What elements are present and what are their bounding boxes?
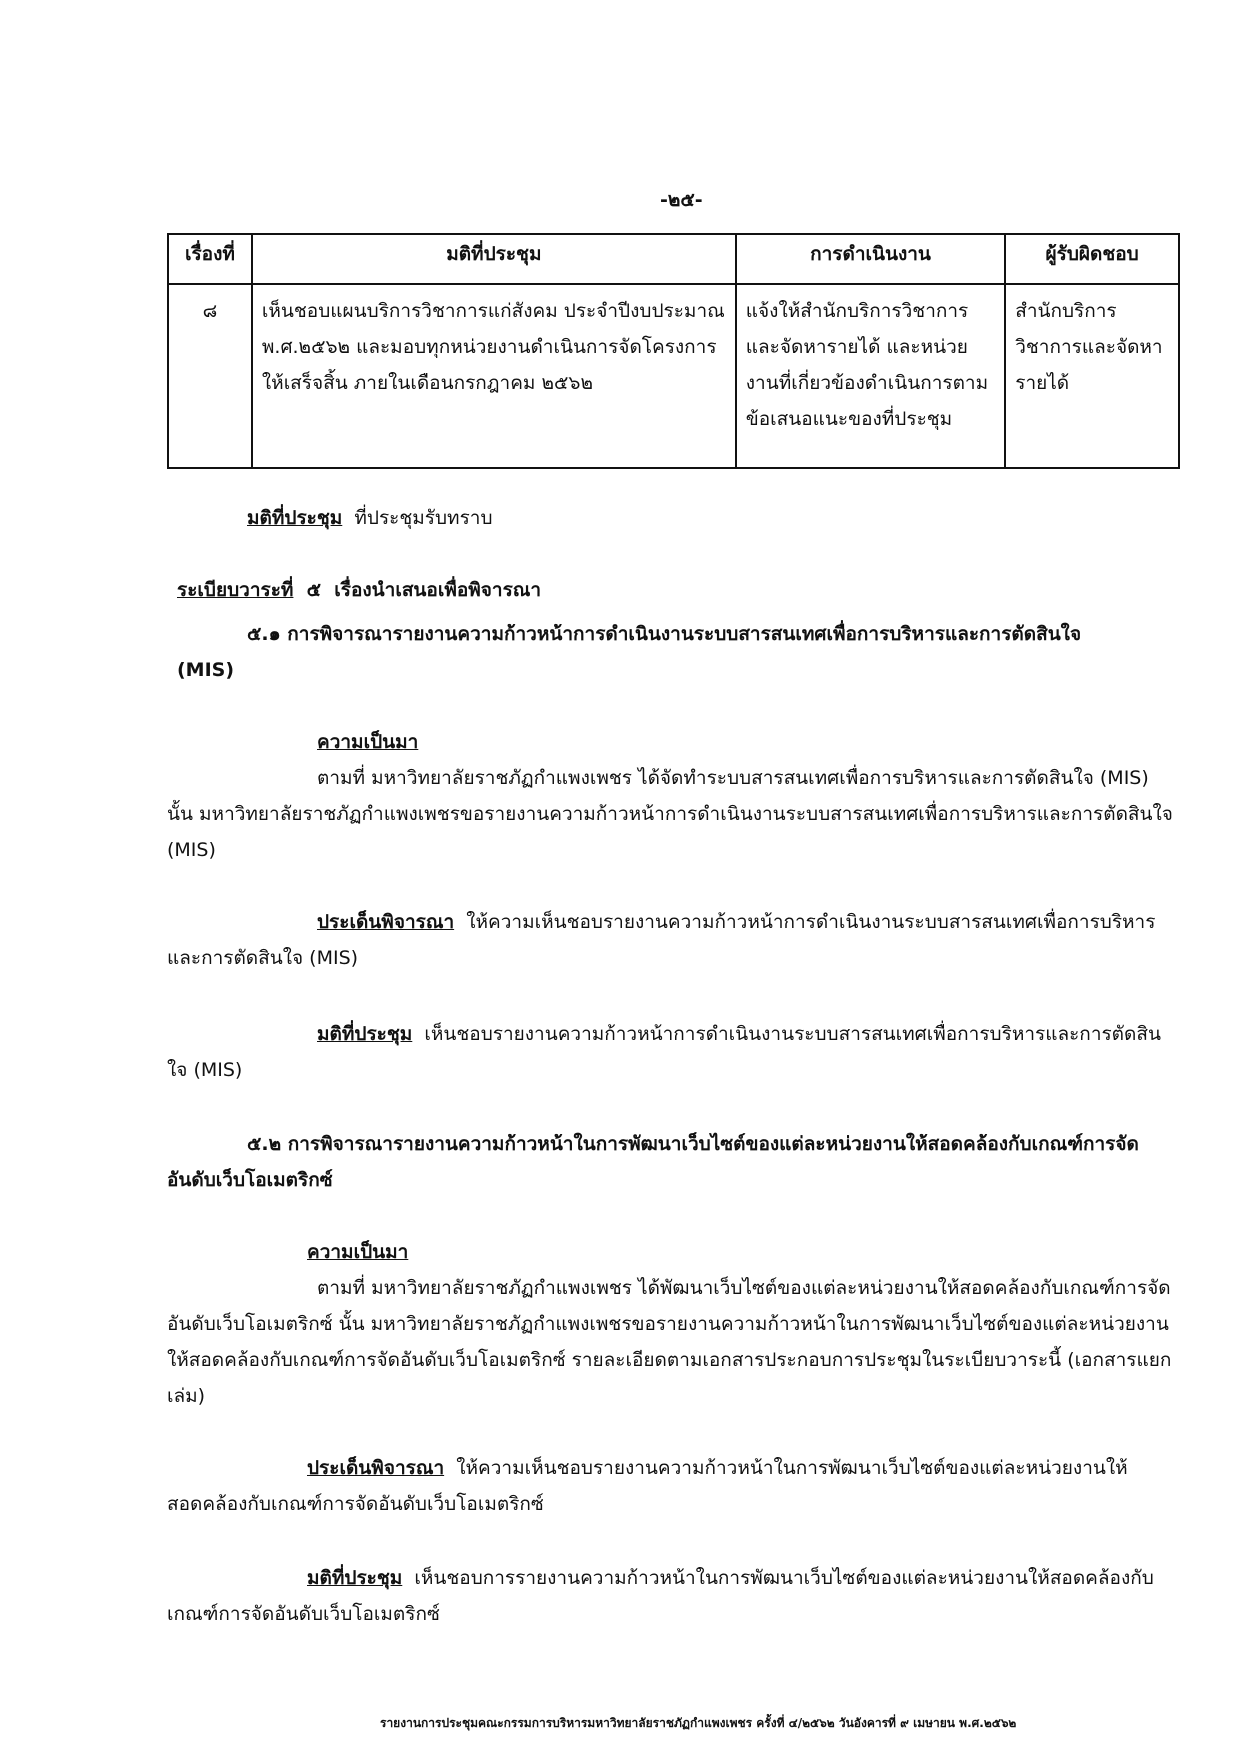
minutes-table: [167, 233, 1180, 469]
table-header-row: [168, 234, 1179, 284]
resolution-1: [247, 500, 493, 536]
table-row: [168, 284, 1179, 468]
item-5-2-issue-label: ประเด็นพิจารณา: [307, 1457, 445, 1479]
cell-action: แจ้งให้สำนักบริการวิชาการและจัดหารายได้ และหน่วยงานที่เกี่ยวข้องดำเนินการตามข้อเสนอแนะของที่ประชุม: [736, 284, 1005, 468]
item-5-1-resolution-label: มติที่ประชุม: [317, 1023, 413, 1045]
cell-resolution: เห็นชอบแผนบริการวิชาการแก่สังคม ประจำปีงบประมาณ พ.ศ.๒๕๖๒ และมอบทุกหน่วยงานดำเนินการจัดโครงการให้เสร็จสิ้น ภายในเดือนกรกฎาคม ๒๕๖๒: [252, 284, 736, 468]
resolution-1-text: ที่ประชุมรับทราบ: [354, 507, 493, 529]
item-5-2-resolution: [167, 1560, 1180, 1632]
header-action: การดำเนินงาน: [736, 234, 1005, 284]
header-resolution: มติที่ประชุม: [252, 234, 736, 284]
item-5-2-issue: [167, 1450, 1180, 1522]
item-5-1-background-text: ตามที่ มหาวิทยาลัยราชภัฏกำแพงเพชร ได้จัดทำระบบสารสนเทศเพื่อการบริหารและการตัดสินใจ (MIS) นั้น มหาวิทยาลัยราชภัฏกำแพงเพชรขอรายงานความก้าวหน้าการดำเนินงานระบบสารสนเทศเพื่อการบริหารและการตัดสินใจ (MIS): [167, 767, 1173, 861]
page-footer: รายงานการประชุมคณะกรรมการบริหารมหาวิทยาลัยราชภัฏกำแพงเพชร ครั้งที่ ๔/๒๕๖๒ วันอังคารที่ ๙ เมษายน พ.ศ.๒๕๖๒: [380, 1716, 1017, 1730]
agenda-title: เรื่องนำเสนอเพื่อพิจารณา: [334, 579, 542, 601]
item-5-1-background-label: ความเป็นมา: [317, 731, 419, 753]
item-5-1-title: ๕.๑ การพิจารณารายงานความก้าวหน้าการดำเนินงานระบบสารสนเทศเพื่อการบริหารและการตัดสินใจ: [247, 623, 1082, 645]
item-5-2-resolution-text: เห็นชอบการรายงานความก้าวหน้าในการพัฒนาเว็บไซต์ของแต่ละหน่วยงานให้สอดคล้องกับเกณฑ์การจัดอันดับเว็บโอเมตริกซ์: [167, 1567, 1154, 1625]
item-5-1-resolution: [167, 1016, 1180, 1088]
header-item-no: เรื่องที่: [168, 234, 252, 284]
item-5-1-issue-label: ประเด็นพิจารณา: [317, 911, 455, 933]
item-5-1-issue: [167, 904, 1180, 976]
item-5-1-resolution-text: เห็นชอบรายงานความก้าวหน้าการดำเนินงานระบบสารสนเทศเพื่อการบริหารและการตัดสินใจ (MIS): [167, 1023, 1161, 1081]
header-responsible: ผู้รับผิดชอบ: [1005, 234, 1179, 284]
cell-responsible: สำนักบริการวิชาการและจัดหารายได้: [1005, 284, 1179, 468]
item-5-1-title-cont: (MIS): [177, 659, 235, 681]
agenda-label: ระเบียบวาระที่: [177, 579, 294, 601]
item-5-2-background-label: ความเป็นมา: [307, 1241, 409, 1263]
item-5-2-title: ๕.๒ การพิจารณารายงานความก้าวหน้าในการพัฒนาเว็บไซต์ของแต่ละหน่วยงานให้สอดคล้องกับเกณฑ์การจัดอันดับเว็บโอเมตริกซ์: [167, 1133, 1139, 1191]
item-5-1-issue-text: ให้ความเห็นชอบรายงานความก้าวหน้าการดำเนินงานระบบสารสนเทศเพื่อการบริหารและการตัดสินใจ (MIS): [167, 911, 1156, 969]
agenda-number: ๕: [306, 579, 322, 601]
agenda-heading: [177, 572, 541, 608]
item-5-2-issue-text: ให้ความเห็นชอบรายงานความก้าวหน้าในการพัฒนาเว็บไซต์ของแต่ละหน่วยงานให้สอดคล้องกับเกณฑ์การจัดอันดับเว็บโอเมตริกซ์: [167, 1457, 1128, 1515]
resolution-1-label: มติที่ประชุม: [247, 507, 343, 529]
item-5-2-resolution-label: มติที่ประชุม: [307, 1567, 403, 1589]
page-number: -๒๕-: [660, 189, 703, 211]
cell-item-no: ๘: [168, 284, 252, 468]
item-5-2-background-text: ตามที่ มหาวิทยาลัยราชภัฏกำแพงเพชร ได้พัฒนาเว็บไซต์ของแต่ละหน่วยงานให้สอดคล้องกับเกณฑ์การจัดอันดับเว็บโอเมตริกซ์ นั้น มหาวิทยาลัยราชภัฏกำแพงเพชรขอรายงานความก้าวหน้าในการพัฒนาเว็บไซต์ของแต่ละหน่วยงานให้สอดคล้องกับเกณฑ์การจัดอันดับเว็บโอเมตริกซ์ รายละเอียดตามเอกสารประกอบการประชุมในระเบียบวาระนี้ (เอกสารแยกเล่ม): [167, 1277, 1172, 1407]
